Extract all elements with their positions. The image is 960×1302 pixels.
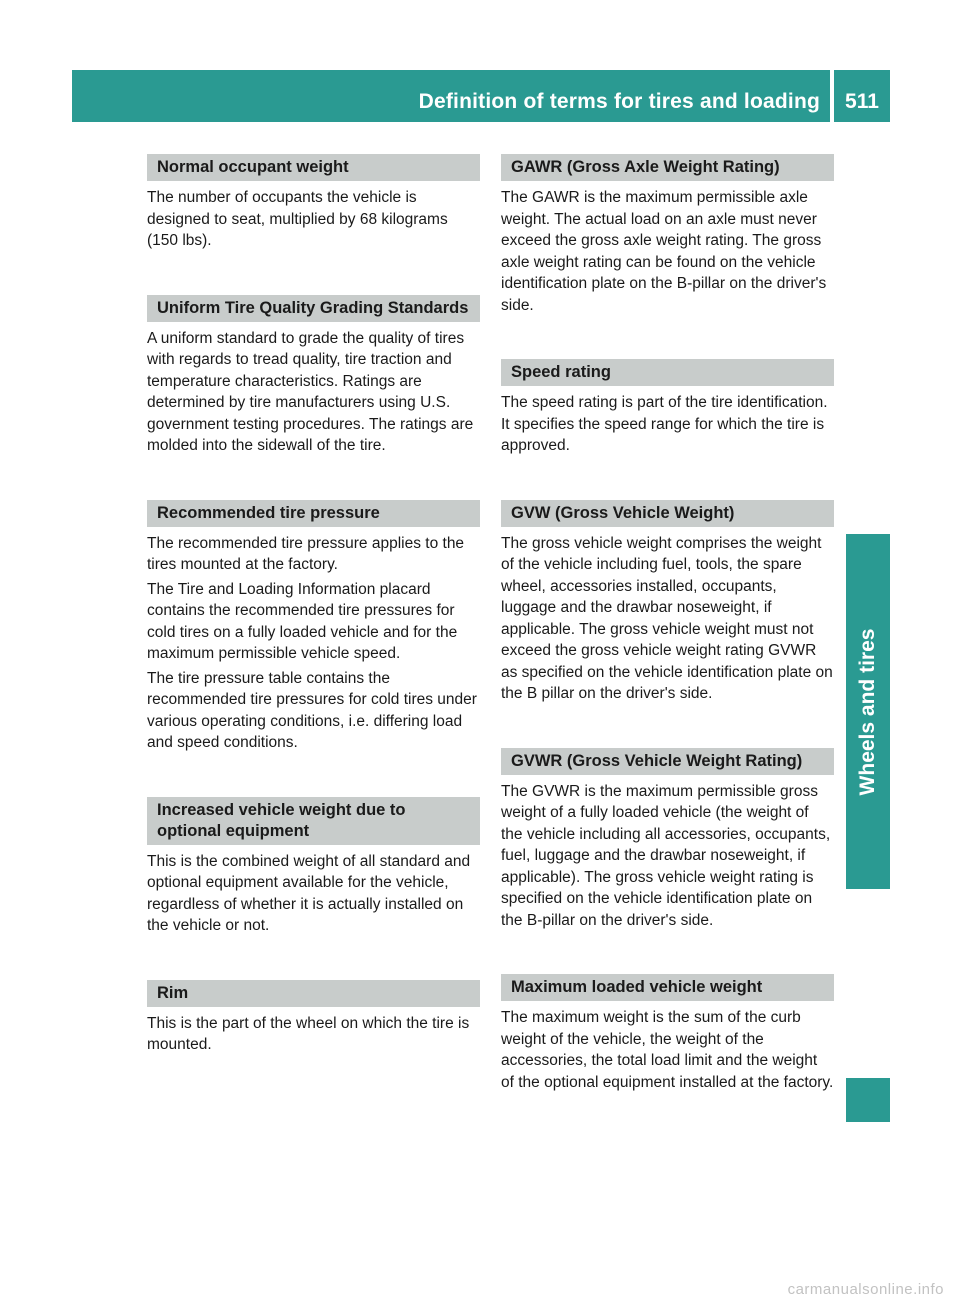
right-column: [501, 154, 834, 1136]
section-heading: Normal occupant weight: [147, 154, 480, 181]
section-rim: [147, 980, 480, 1056]
chapter-tab-label: Wheels and tires: [856, 628, 879, 795]
watermark: carmanualsonline.info: [787, 1281, 944, 1298]
section-paragraph: The Tire and Loading Information placard contains the recommended tire pressures for cold tires on a fully loaded vehicle and for the maximum permissible vehicle speed.: [147, 580, 458, 662]
section-paragraph: This is the part of the wheel on which the tire is mounted.: [147, 1014, 470, 1053]
section-gvwr: [501, 748, 834, 932]
section-paragraph: The recommended tire pressure applies to the tires mounted at the factory.: [147, 534, 465, 573]
section-paragraph: The GAWR is the maximum permissible axle weight. The actual load on an axle must never exceed the gross axle weight rating. The gross axle weight rating can be found on the vehicle identification plate on the B-pillar on the driver's side.: [501, 189, 827, 314]
section-recommended-tire-pressure: [147, 500, 480, 754]
section-paragraph: The tire pressure table contains the recommended tire pressures for cold tires under various operating conditions, i.e. differing load and speed conditions.: [147, 669, 477, 751]
section-normal-occupant-weight: [147, 154, 480, 252]
section-gawr: [501, 154, 834, 316]
section-heading: Recommended tire pressure: [147, 500, 480, 527]
header-bar: [72, 70, 830, 122]
section-increased-vehicle-weight: [147, 797, 480, 937]
section-paragraph: The speed rating is part of the tire identification. It specifies the speed range for which the tire is approved.: [501, 394, 828, 454]
section-gvw: [501, 500, 834, 705]
section-heading: GVWR (Gross Vehicle Weight Rating): [501, 748, 834, 775]
left-column: [147, 154, 480, 1099]
section-paragraph: The gross vehicle weight comprises the weight of the vehicle including fuel, tools, the spare wheel, accessories installed, occupants, luggage and the drawbar noseweight, if applicable. The gross vehicle weight must not exceed the gross vehicle weight rating GVWR as specified on the vehicle identification plate on the B pillar on the driver's side.: [501, 534, 833, 702]
page-number: 511: [845, 90, 879, 113]
section-paragraph: The maximum weight is the sum of the curb weight of the vehicle, the weight of the accessories, the total load limit and the weight of the optional equipment installed at the factory.: [501, 1009, 834, 1091]
section-paragraph: This is the combined weight of all standard and optional equipment available for the vehicle, regardless of whether it is actually installed on the vehicle or not.: [147, 852, 471, 934]
section-paragraph: The GVWR is the maximum permissible gross weight of a fully loaded vehicle (the weight of the vehicle including all accessories, occupants, fuel, luggage and the drawbar noseweight, if applicable). The gross vehicle weight rating is specified on the vehicle identification plate on the B-pillar on the driver's side.: [501, 782, 831, 929]
chapter-tab: [846, 534, 890, 889]
section-paragraph: A uniform standard to grade the quality of tires with regards to tread quality, tire traction and temperature characteristics. Ratings are determined by tire manufacturers using U.S. government testing procedures. The ratings are molded into the sidewall of the tire.: [147, 329, 474, 454]
section-speed-rating: [501, 359, 834, 457]
section-heading: Speed rating: [501, 359, 834, 386]
section-heading: Increased vehicle weight due to optional equipment: [147, 797, 480, 845]
section-paragraph: The number of occupants the vehicle is designed to seat, multiplied by 68 kilograms (150 lbs).: [147, 189, 448, 249]
section-heading: Maximum loaded vehicle weight: [501, 974, 834, 1001]
page-number-box: [834, 70, 890, 122]
section-heading: GAWR (Gross Axle Weight Rating): [501, 154, 834, 181]
section-maximum-loaded-vehicle-weight: [501, 974, 834, 1093]
chapter-marker: [846, 1078, 890, 1122]
section-heading: Rim: [147, 980, 480, 1007]
page-title: Definition of terms for tires and loading: [418, 90, 820, 113]
section-heading: GVW (Gross Vehicle Weight): [501, 500, 834, 527]
section-heading: Uniform Tire Quality Grading Standards: [147, 295, 480, 322]
section-utqg-standards: [147, 295, 480, 457]
